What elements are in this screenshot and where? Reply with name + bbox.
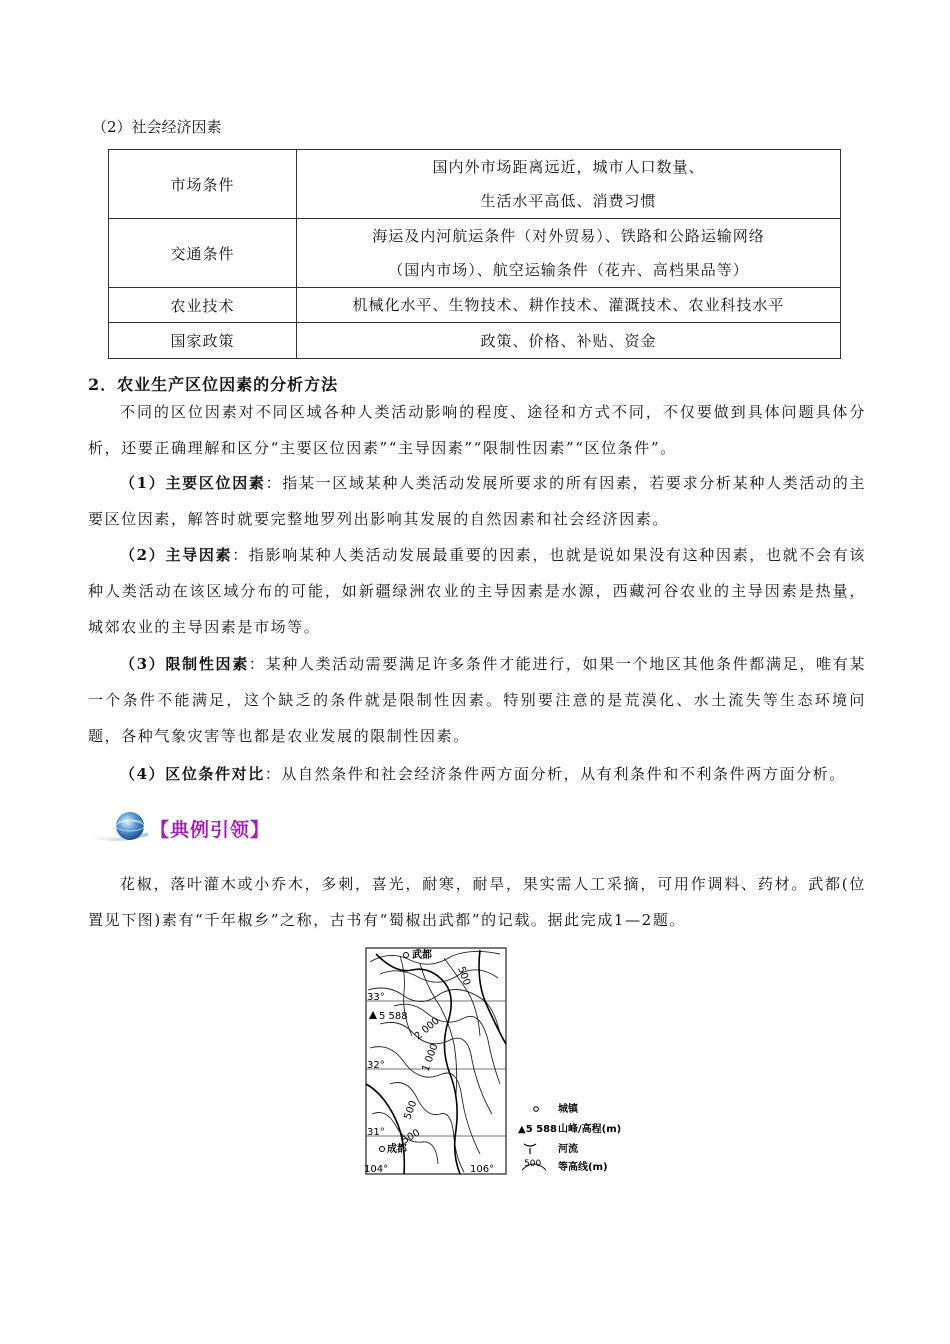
method-item-4 <box>88 756 866 792</box>
legend-label: 城镇 <box>558 1104 578 1115</box>
contour-label: 1 000 <box>420 1042 441 1074</box>
table-key: 农业技术 <box>109 288 297 323</box>
legend-symbol: 500 <box>524 1159 542 1169</box>
item-text: ：从自然条件和社会经济条件两方面分析，从有利条件和不利条件两方面分析。 <box>264 765 846 783</box>
peak-elevation: 5 588 <box>379 1011 408 1022</box>
legend-label: 等高线(m) <box>558 1162 608 1173</box>
social-economic-factors-table <box>108 149 841 359</box>
table-row <box>109 150 841 219</box>
example-text: 花椒，落叶灌木或小乔木，多刺，喜光，耐寒，耐旱，果实需人工采摘，可用作调料、药材。武都(位置见下图)素有“千年椒乡”之称，古书有“蜀椒出武都”的记载。据此完成1—2题。 <box>88 875 866 929</box>
section-subtitle: （2）社会经济因素 <box>92 118 222 136</box>
legend-label: 山峰/高程(m) <box>558 1124 622 1135</box>
city-label-bottom: 成都 <box>387 1144 407 1155</box>
legend-label: 河流 <box>558 1144 578 1155</box>
table-key: 国家政策 <box>109 323 297 359</box>
town-legend-icon <box>534 1107 539 1112</box>
legend-symbol: ▲5 588 <box>518 1124 558 1135</box>
contour-label: 2 000 <box>412 1015 442 1043</box>
method-heading: 2．农业生产区位因素的分析方法 <box>88 375 339 394</box>
table-value <box>297 219 841 288</box>
contour-label: 500 <box>402 1099 420 1122</box>
contour-label: 500 <box>455 965 473 987</box>
method-intro: 不同的区位因素对不同区域各种人类活动影响的程度、途径和方式不同，不仅要做到具体问题具体分析，还要正确理解和区分“主要区位因素”“主导因素”“限制性因素”“区位条件”。 <box>88 403 866 457</box>
table-value <box>297 288 841 323</box>
contour-label: 500 <box>400 1127 423 1147</box>
item-label: （1）主要区位因素 <box>120 474 266 492</box>
map-legend <box>518 1102 621 1173</box>
table-key: 市场条件 <box>109 150 297 219</box>
item-label: （2）主导因素 <box>120 546 233 564</box>
table-row <box>109 219 841 288</box>
longitude-label: 104° <box>364 1164 389 1175</box>
item-text: ：指影响某种人类活动发展最重要的因素，也就是说如果没有这种因素，也就不会有该种人类活动在该区域分布的可能，如新疆绿洲农业的主导因素是水源，西藏河谷农业的主导因素是热量，城郊农业的主导因素是市场等。 <box>88 546 866 636</box>
table-row <box>109 323 841 359</box>
table-value-line: 国内外市场距离远近，城市人口数量、 <box>432 158 705 176</box>
method-item-2 <box>88 537 866 645</box>
longitude-label: 106° <box>470 1164 495 1175</box>
town-marker-icon <box>380 1147 385 1152</box>
latitude-label: 31° <box>367 1127 385 1138</box>
table-value-line: 政策、价格、补贴、资金 <box>480 331 657 350</box>
wudu-terrain-map <box>360 944 630 1176</box>
table-row <box>109 288 841 323</box>
item-label: （3）限制性因素 <box>120 655 249 673</box>
table-key: 交通条件 <box>109 219 297 288</box>
item-text: ：指某一区域某种人类活动发展所要求的所有因素，若要求分析某种人类活动的主要区位因素，解答时就要完整地罗列出影响其发展的自然因素和社会经济因素。 <box>88 474 867 528</box>
example-banner-title: 【典例引领】 <box>150 819 271 841</box>
method-item-3 <box>88 646 866 754</box>
table-value-line: （国内市场）、航空运输条件（花卉、高档果品等） <box>388 261 749 279</box>
river-legend-icon <box>524 1144 536 1154</box>
method-item-1 <box>88 465 866 537</box>
town-marker-icon <box>404 953 409 958</box>
latitude-label: 33° <box>367 992 385 1003</box>
latitude-label: 32° <box>367 1060 385 1071</box>
item-text: ：某种人类活动需要满足许多条件才能进行，如果一个地区其他条件都满足，唯有某一个条件不能满足，这个缺乏的条件就是限制性因素。特别要注意的是荒漠化、水土流失等生态环境问题，各种气象灾害等也都是农业发展的限制性因素。 <box>88 655 866 745</box>
table-value-line: 机械化水平、生物技术、耕作技术、灌溉技术、农业科技水平 <box>352 296 785 314</box>
table-value <box>297 150 841 219</box>
item-label: （4）区位条件对比 <box>120 765 265 783</box>
globe-icon <box>116 812 144 840</box>
city-label-top: 武都 <box>412 950 432 961</box>
table-value-line: 生活水平高低、消费习惯 <box>480 192 657 210</box>
table-value-line: 海运及内河航运条件（对外贸易）、铁路和公路运输网络 <box>372 227 765 245</box>
table-value <box>297 323 841 359</box>
